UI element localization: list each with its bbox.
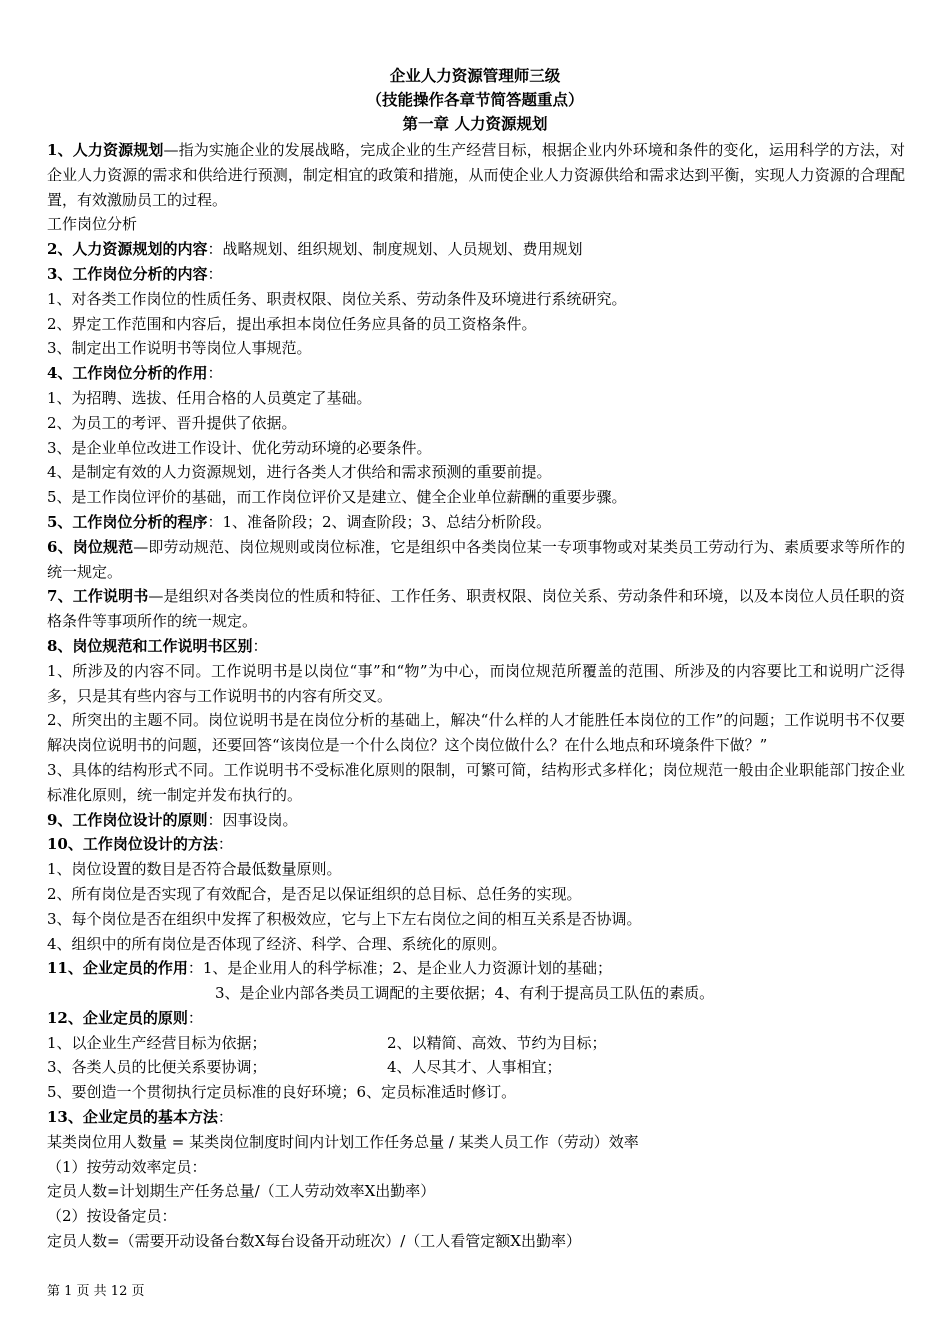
list-item: 3、是企业单位改进工作设计、优化劳动环境的必要条件。 <box>47 438 432 457</box>
list-item: 5、是工作岗位评价的基础，而工作岗位评价又是建立、健全企业单位薪酬的重要步骤。 <box>47 488 627 507</box>
principle-cell: 3、各类人员的比便关系要协调； <box>47 1058 267 1077</box>
item-5-heading: 5、工作岗位分析的程序 <box>47 512 208 531</box>
page-number: 第 1 页 共 12 页 <box>47 1284 145 1299</box>
list-item: 1、岗位设置的数目是否符合最低数量原则。 <box>47 860 342 879</box>
method-label: （2）按设备定员： <box>47 1207 177 1226</box>
list-item: 3、制定出工作说明书等岗位人事规范。 <box>47 339 312 358</box>
principle-cell: 2、以精简、高效、节约为目标； <box>387 1033 607 1052</box>
chapter-title: 第一章 人力资源规划 <box>402 114 548 133</box>
principles-row <box>47 1055 905 1080</box>
section-label: 工作岗位分析 <box>47 215 138 234</box>
list-item: 3、具体的结构形式不同。工作说明书不受标准化原则的限制，可繁可简，结构形式多样化；岗位规范一般由企业职能部门按企业标准化原则，统一制定并发布执行的。 <box>47 760 905 804</box>
item-11-text: ：1、是企业用人的科学标准；2、是企业人力资源计划的基础； <box>187 959 612 978</box>
list-item: 2、所突出的主题不同。岗位说明书是在岗位分析的基础上，解决“什么样的人才能胜任本岗位的工作”的问题；工作说明书不仅要解决岗位说明书的问题，还要回答“该岗位是一个什么岗位？这个岗位做什么？在什么地点和环境条件下做？” <box>47 711 905 755</box>
item-8: 8、岗位规范和工作说明书区别： <box>47 636 268 655</box>
item-10: 10、工作岗位设计的方法： <box>47 835 233 854</box>
item-9 <box>47 808 905 833</box>
item-9-text: ：因事设岗。 <box>207 810 298 829</box>
principles-row <box>47 1031 905 1056</box>
item-7 <box>47 584 905 634</box>
item-6-text: —即劳动规范、岗位规则或岗位标准，它是组织中各类岗位某一专项事物或对某类员工劳动行为、素质要求等所作的统一规定。 <box>47 537 905 581</box>
item-7-text: —是组织对各类岗位的性质和特征、工作任务、职责权限、岗位关系、劳动条件和环境，以及本岗位人员任职的资格条件等事项所作的统一规定。 <box>47 587 905 631</box>
list-item: 4、组织中的所有岗位是否体现了经济、科学、合理、系统化的原则。 <box>47 934 507 953</box>
formula: 定员人数=（需要开动设备台数X每台设备开动班次）/（工人看管定额X出勤率） <box>47 1232 581 1251</box>
item-4-heading: 4、工作岗位分析的作用 <box>47 364 208 383</box>
item-5 <box>47 510 905 535</box>
list-item: 1、所涉及的内容不同。工作说明书是以岗位“事”和“物”为中心，而岗位规范所覆盖的范围、所涉及的内容要比工和说明广泛得多，只是其有些内容与工作说明书的内容有所交叉。 <box>47 661 905 705</box>
item-8-heading: 8、岗位规范和工作说明书区别 <box>47 636 253 655</box>
item-6 <box>47 535 905 585</box>
item-13-heading: 13、企业定员的基本方法 <box>47 1108 218 1127</box>
item-7-heading: 7、工作说明书 <box>47 587 149 606</box>
method-label: （1）按劳动效率定员： <box>47 1157 207 1176</box>
item-2-heading: 2、人力资源规划的内容 <box>47 240 208 259</box>
item-12: 12、企业定员的原则： <box>47 1008 203 1027</box>
list-item: 2、界定工作范围和内容后，提出承担本岗位任务应具备的员工资格条件。 <box>47 314 537 333</box>
list-item: 3、每个岗位是否在组织中发挥了积极效应，它与上下左右岗位之间的相互关系是否协调。 <box>47 909 642 928</box>
item-2-text: ：战略规划、组织规划、制度规划、人员规划、费用规划 <box>207 240 583 259</box>
item-3: 3、工作岗位分析的内容： <box>47 264 223 283</box>
list-item: 1、为招聘、选拔、任用合格的人员奠定了基础。 <box>47 388 372 407</box>
item-1-text: —指为实施企业的发展战略，完成企业的生产经营目标，根据企业内外环境和条件的变化，运用科学的方法，对企业人力资源的需求和供给进行预测，制定相宜的政策和措施，从而使企业人力资源供给和需求达到平衡，实现人力资源的合理配置，有效激励员工的过程。 <box>47 141 905 209</box>
item-2 <box>47 237 905 262</box>
document-body <box>47 138 905 1254</box>
item-1-heading: 1、人力资源规划 <box>47 141 164 159</box>
item-11-heading: 11、企业定员的作用 <box>47 959 188 978</box>
list-item: 2、所有岗位是否实现了有效配合，是否足以保证组织的总目标、总任务的实现。 <box>47 884 582 903</box>
list-item: 2、为员工的考评、晋升提供了依据。 <box>47 413 297 432</box>
item-11 <box>47 956 905 981</box>
list-item: 4、是制定有效的人力资源规划，进行各类人才供给和需求预测的重要前提。 <box>47 463 552 482</box>
item-9-heading: 9、工作岗位设计的原则 <box>47 810 208 829</box>
title-block <box>0 64 950 136</box>
list-item: 5、要创造一个贯彻执行定员标准的良好环境；6、定员标准适时修订。 <box>47 1083 517 1102</box>
principle-cell: 1、以企业生产经营目标为依据； <box>47 1033 267 1052</box>
item-4: 4、工作岗位分析的作用： <box>47 364 223 383</box>
item-3-heading: 3、工作岗位分析的内容 <box>47 264 208 283</box>
formula: 定员人数=计划期生产任务总量/（工人劳动效率X出勤率） <box>47 1182 436 1201</box>
item-10-heading: 10、工作岗位设计的方法 <box>47 835 218 854</box>
item-11-continuation: 3、是企业内部各类员工调配的主要依据；4、有利于提高员工队伍的素质。 <box>215 984 715 1003</box>
item-12-heading: 12、企业定员的原则 <box>47 1008 188 1027</box>
item-6-heading: 6、岗位规范 <box>47 537 134 556</box>
item-5-text: ：1、准备阶段；2、调查阶段；3、总结分析阶段。 <box>207 512 552 531</box>
item-13: 13、企业定员的基本方法： <box>47 1108 233 1127</box>
document-title: 企业人力资源管理师三级 <box>389 66 561 85</box>
document-subtitle: （技能操作各章节简答题重点） <box>366 90 584 109</box>
formula: 某类岗位用人数量 = 某类岗位制度时间内计划工作任务总量 / 某类人员工作（劳动）效率 <box>47 1132 639 1151</box>
principle-cell: 4、人尽其才、人事相宜； <box>387 1058 562 1077</box>
list-item: 1、对各类工作岗位的性质任务、职责权限、岗位关系、劳动条件及环境进行系统研究。 <box>47 289 627 308</box>
item-1 <box>47 138 905 212</box>
